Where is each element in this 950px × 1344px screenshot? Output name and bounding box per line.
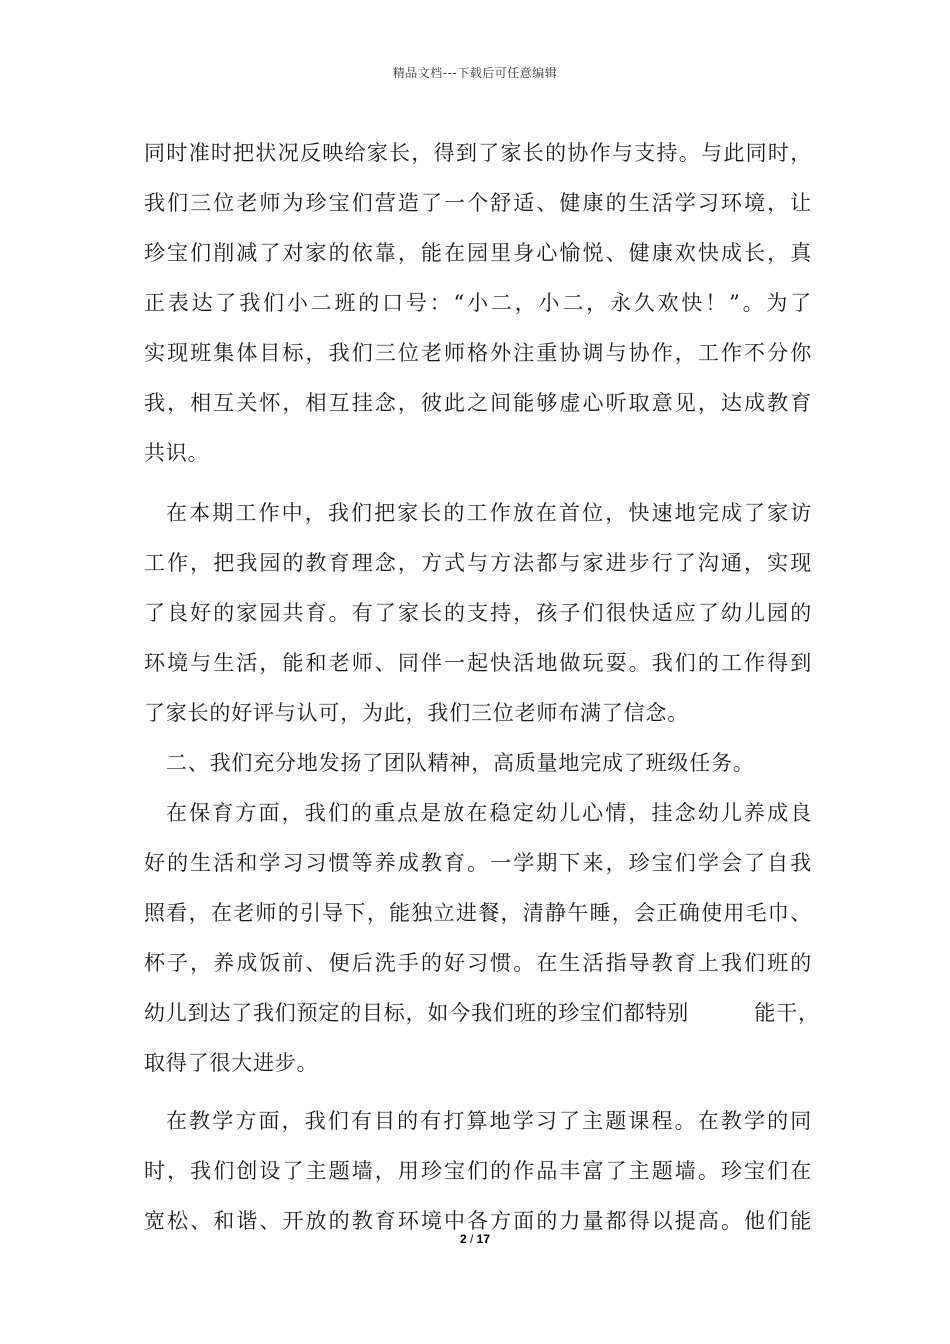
paragraph — [144, 788, 820, 1088]
paragraph — [144, 128, 812, 478]
text-line: 环境与生活，能和老师、同伴一起快活地做玩耍。我们的工作得到 — [144, 651, 812, 675]
page-number — [0, 1232, 950, 1246]
total-pages-number: 17 — [476, 1232, 491, 1246]
text-line: 工作，把我园的教育理念，方式与方法都与家进步行了沟通，实现 — [144, 551, 812, 575]
text-line: 在保育方面，我们的重点是放在稳定幼儿心情，挂念幼儿养成良 — [166, 801, 812, 825]
text-line: 时，我们创设了主题墙，用珍宝们的作品丰富了主题墙。珍宝们在 — [144, 1159, 812, 1183]
text-line: 在教学方面，我们有目的有打算地学习了主题课程。在教学的同 — [166, 1109, 812, 1133]
page-header: 精品文档---下载后可任意编辑 — [392, 66, 558, 80]
text-line: 了良好的家园共育。有了家长的支持，孩子们很快适应了幼儿园的 — [144, 601, 812, 625]
text-line: 共识。 — [144, 441, 210, 465]
text-line: 取得了很大进步。 — [144, 1051, 319, 1075]
paragraph — [144, 738, 812, 788]
text-line: 杯子，养成饭前、便后洗手的好习惯。在生活指导教育上我们班的 — [144, 951, 812, 975]
text-line: 幼儿到达了我们预定的目标，如今我们班的珍宝们都特别 能干， — [144, 1001, 820, 1025]
document-body — [144, 128, 820, 1246]
text-line: 珍宝们削减了对家的依靠，能在园里身心愉悦、健康欢快成长，真 — [144, 241, 812, 265]
text-line: 在本期工作中，我们把家长的工作放在首位，快速地完成了家访 — [166, 501, 812, 525]
page-separator: / — [466, 1232, 477, 1246]
text-line: 了家长的好评与认可，为此，我们三位老师布满了信念。 — [144, 701, 689, 725]
paragraph — [144, 1096, 812, 1246]
text-line: 正表达了我们小二班的口号：“小二，小二，永久欢快！”。为了 — [144, 291, 812, 315]
text-line: 我，相互关怀，相互挂念，彼此之间能够虚心听取意见，达成教育 — [144, 391, 812, 415]
text-line: 同时准时把状况反映给家长，得到了家长的协作与支持。与此同时， — [144, 141, 812, 165]
text-line: 实现班集体目标，我们三位老师格外注重协调与协作，工作不分你 — [144, 341, 812, 365]
text-line: 照看，在老师的引导下，能独立进餐，清静午睡，会正确使用毛巾、 — [144, 901, 812, 925]
current-page-number: 2 — [459, 1232, 467, 1246]
text-line: 我们三位老师为珍宝们营造了一个舒适、健康的生活学习环境，让 — [144, 191, 812, 215]
text-line: 好的生活和学习习惯等养成教育。一学期下来，珍宝们学会了自我 — [144, 851, 812, 875]
section-heading: 二、我们充分地发扬了团队精神，高质量地完成了班级任务。 — [166, 751, 755, 775]
paragraph — [144, 488, 812, 738]
text-line: 宽松、和谐、开放的教育环境中各方面的力量都得以提高。他们能 — [144, 1209, 812, 1233]
